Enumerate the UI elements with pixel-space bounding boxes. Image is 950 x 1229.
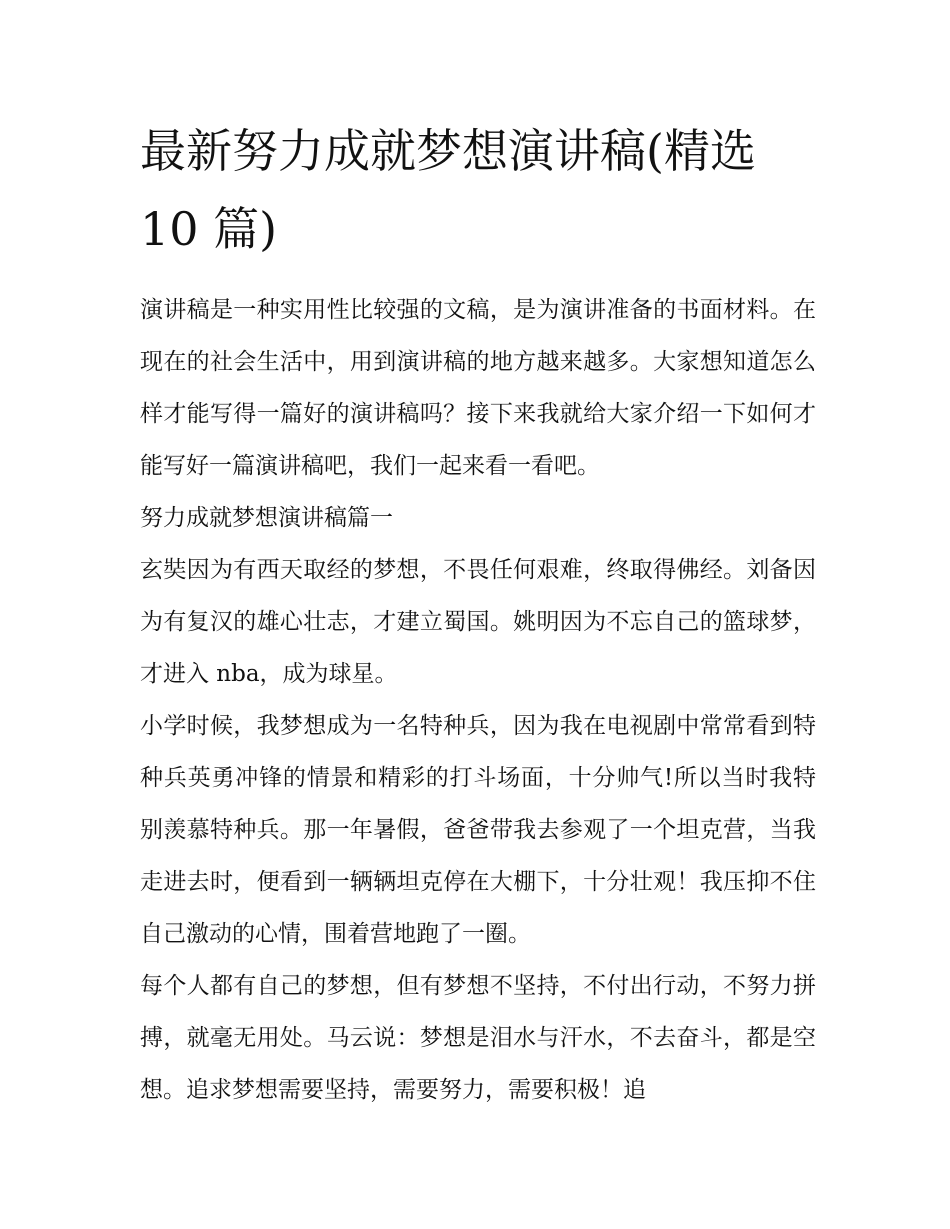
document-title: 最新努力成就梦想演讲稿(精选 10 篇): [140, 124, 756, 256]
body-paragraph: 每个人都有自己的梦想，但有梦想不坚持，不付出行动，不努力拼搏，就毫无用处。马云说：梦想是泪水与汗水，不去奋斗，都是空想。追求梦想需要坚持，需要努力，需要积极！追: [140, 973, 816, 1103]
body-paragraph: 玄奘因为有西天取经的梦想，不畏任何艰难，终取得佛经。刘备因为有复汉的雄心壮志，才建立蜀国。姚明因为不忘自己的篮球梦，才进入 nba，成为球星。: [140, 557, 816, 687]
section-heading: 努力成就梦想演讲稿篇一: [140, 505, 393, 531]
document-page: [140, 112, 816, 1116]
body-paragraph: 小学时候，我梦想成为一名特种兵，因为我在电视剧中常常看到特种兵英勇冲锋的情景和精彩的打斗场面，十分帅气!所以当时我特别羡慕特种兵。那一年暑假，爸爸带我去参观了一个坦克营，当我走进去时，便看到一辆辆坦克停在大棚下，十分壮观！我压抑不住自己激动的心情，围着营地跑了一圈。: [140, 713, 816, 947]
document-body: [140, 284, 816, 1116]
intro-paragraph: 演讲稿是一种实用性比较强的文稿，是为演讲准备的书面材料。在现在的社会生活中，用到演讲稿的地方越来越多。大家想知道怎么样才能写得一篇好的演讲稿吗？接下来我就给大家介绍一下如何才能写好一篇演讲稿吧，我们一起来看一看吧。: [140, 297, 816, 479]
